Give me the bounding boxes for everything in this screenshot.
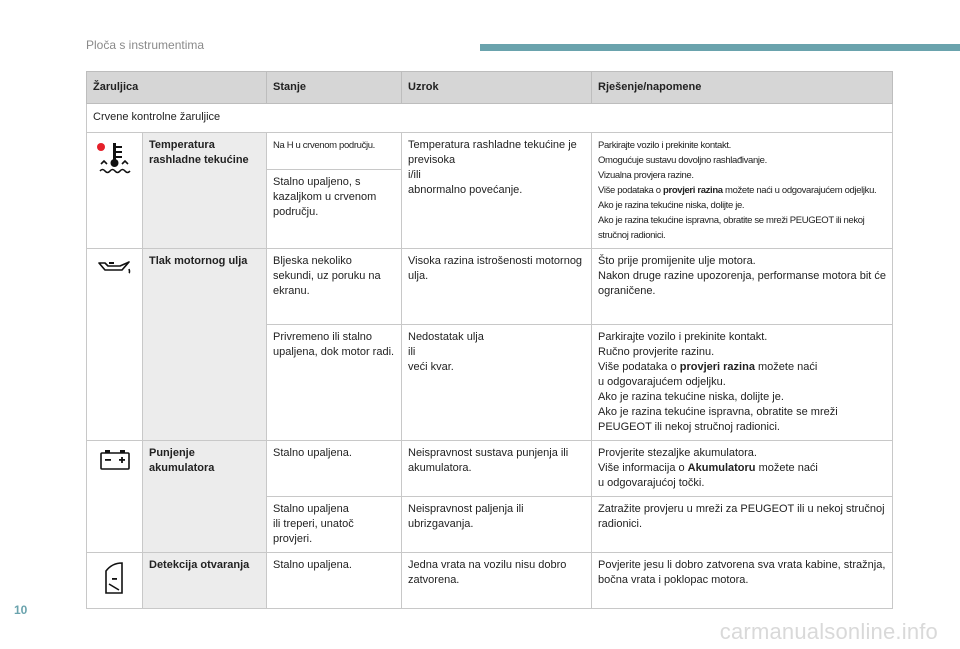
cause-line: veći kvar. <box>408 361 454 373</box>
state-oil-1: Bljeska nekoliko sekundi, uz poruku na ekranu. <box>267 249 402 325</box>
table-row <box>87 249 893 325</box>
text-fragment: Više podataka o <box>598 361 680 373</box>
table-row <box>87 441 893 497</box>
solution-line: Ako je razina tekućine niska, dolijte je. <box>598 200 745 211</box>
section-row <box>87 104 893 133</box>
table-row <box>87 553 893 609</box>
state-coolant-1: Na H u crvenom području. <box>267 133 402 170</box>
bold-reference: provjeri razina <box>663 185 723 196</box>
solution-line <box>598 360 886 375</box>
lamp-name-battery: Punjenje akumulatora <box>143 441 267 553</box>
text-fragment: možete naći <box>754 361 818 373</box>
solution-line: u odgovarajućem odjeljku. <box>598 376 726 388</box>
warning-lamp-table <box>86 71 893 609</box>
solution-line: u odgovarajućoj točki. <box>598 477 705 489</box>
cause-battery-2: Neispravnost paljenja ili ubrizgavanja. <box>402 497 592 553</box>
solution-line: Ako je razina tekućine ispravna, obratite se mreži PEUGEOT ili nekoj stručnoj radionici. <box>598 215 865 241</box>
page-number: 10 <box>14 603 28 617</box>
state-line: Stalno upaljena <box>273 503 349 515</box>
state-battery-1: Stalno upaljena. <box>267 441 402 497</box>
cause-line: i/ili <box>408 169 421 181</box>
solution-line: Vizualna provjera razine. <box>598 170 694 181</box>
page-section-title: Ploča s instrumentima <box>86 38 205 52</box>
cause-line: Nedostatak ulja <box>408 331 484 343</box>
solution-coolant <box>592 133 893 249</box>
cause-oil-1: Visoka razina istrošenosti motornog ulja. <box>402 249 592 325</box>
column-header-state: Stanje <box>267 72 402 104</box>
table-header-row <box>87 72 893 104</box>
door-open-icon <box>87 553 143 609</box>
solution-line: Nakon druge razine upozorenja, performanse motora bit će ograničene. <box>598 270 886 297</box>
solution-line: Parkirajte vozilo i prekinite kontakt. <box>598 331 768 343</box>
solution-oil-1 <box>592 249 893 325</box>
solution-battery-1 <box>592 441 893 497</box>
solution-line: Parkirajte vozilo i prekinite kontakt. <box>598 140 731 151</box>
solution-line: Ako je razina tekućine niska, dolijte je. <box>598 391 784 403</box>
cause-coolant <box>402 133 592 249</box>
text-fragment: možete naći u odgovarajućem odjeljku. <box>722 185 877 196</box>
lamp-name-coolant: Temperatura rashladne tekućine <box>143 133 267 249</box>
oil-pressure-icon <box>87 249 143 441</box>
solution-battery-2: Zatražite provjeru u mreži za PEUGEOT ili u nekoj stručnoj radionici. <box>592 497 893 553</box>
state-coolant-2: Stalno upaljeno, s kazaljkom u crvenom području. <box>267 169 402 248</box>
solution-door: Povjerite jesu li dobro zatvorena sva vrata kabine, stražnja, bočna vrata i poklopac motora. <box>592 553 893 609</box>
solution-oil-2 <box>592 325 893 441</box>
bold-reference: provjeri razina <box>679 361 755 373</box>
solution-line: Ako je razina tekućine ispravna, obratite se mreži PEUGEOT ili nekoj stručnoj radionici. <box>598 406 838 433</box>
solution-line <box>598 183 886 198</box>
table-row <box>87 133 893 170</box>
solution-line: Provjerite stezaljke akumulatora. <box>598 447 757 459</box>
cause-line: Temperatura rashladne tekućine je previsoka <box>408 139 577 166</box>
section-title: Crvene kontrolne žaruljice <box>87 104 893 133</box>
header-accent-bar <box>480 44 960 51</box>
solution-line <box>598 461 886 476</box>
text-fragment: Više informacija o <box>598 462 688 474</box>
solution-line: Ručno provjerite razinu. <box>598 346 715 358</box>
cause-line: ili <box>408 346 416 358</box>
state-line: ili treperi, unatoč provjeri. <box>273 518 354 545</box>
solution-line: Što prije promijenite ulje motora. <box>598 255 756 267</box>
text-fragment: Više podataka o <box>598 185 664 196</box>
coolant-temperature-icon <box>87 133 143 249</box>
column-header-solution: Rješenje/napomene <box>592 72 893 104</box>
lamp-name-door: Detekcija otvaranja <box>143 553 267 609</box>
column-header-cause: Uzrok <box>402 72 592 104</box>
solution-line: Omogućuje sustavu dovoljno rashlađivanje. <box>598 155 767 166</box>
state-oil-2: Privremeno ili stalno upaljena, dok motor radi. <box>267 325 402 441</box>
lamp-name-oil: Tlak motornog ulja <box>143 249 267 441</box>
cause-oil-2 <box>402 325 592 441</box>
bold-reference: Akumulatoru <box>687 462 756 474</box>
battery-icon <box>87 441 143 553</box>
text-fragment: možete naći <box>755 462 818 474</box>
state-battery-2 <box>267 497 402 553</box>
state-door: Stalno upaljena. <box>267 553 402 609</box>
watermark: carmanualsonline.info <box>719 619 938 644</box>
cause-battery-1: Neispravnost sustava punjenja ili akumulatora. <box>402 441 592 497</box>
column-header-lamp: Žaruljica <box>87 72 267 104</box>
cause-line: abnormalno povećanje. <box>408 184 523 196</box>
cause-door: Jedna vrata na vozilu nisu dobro zatvorena. <box>402 553 592 609</box>
